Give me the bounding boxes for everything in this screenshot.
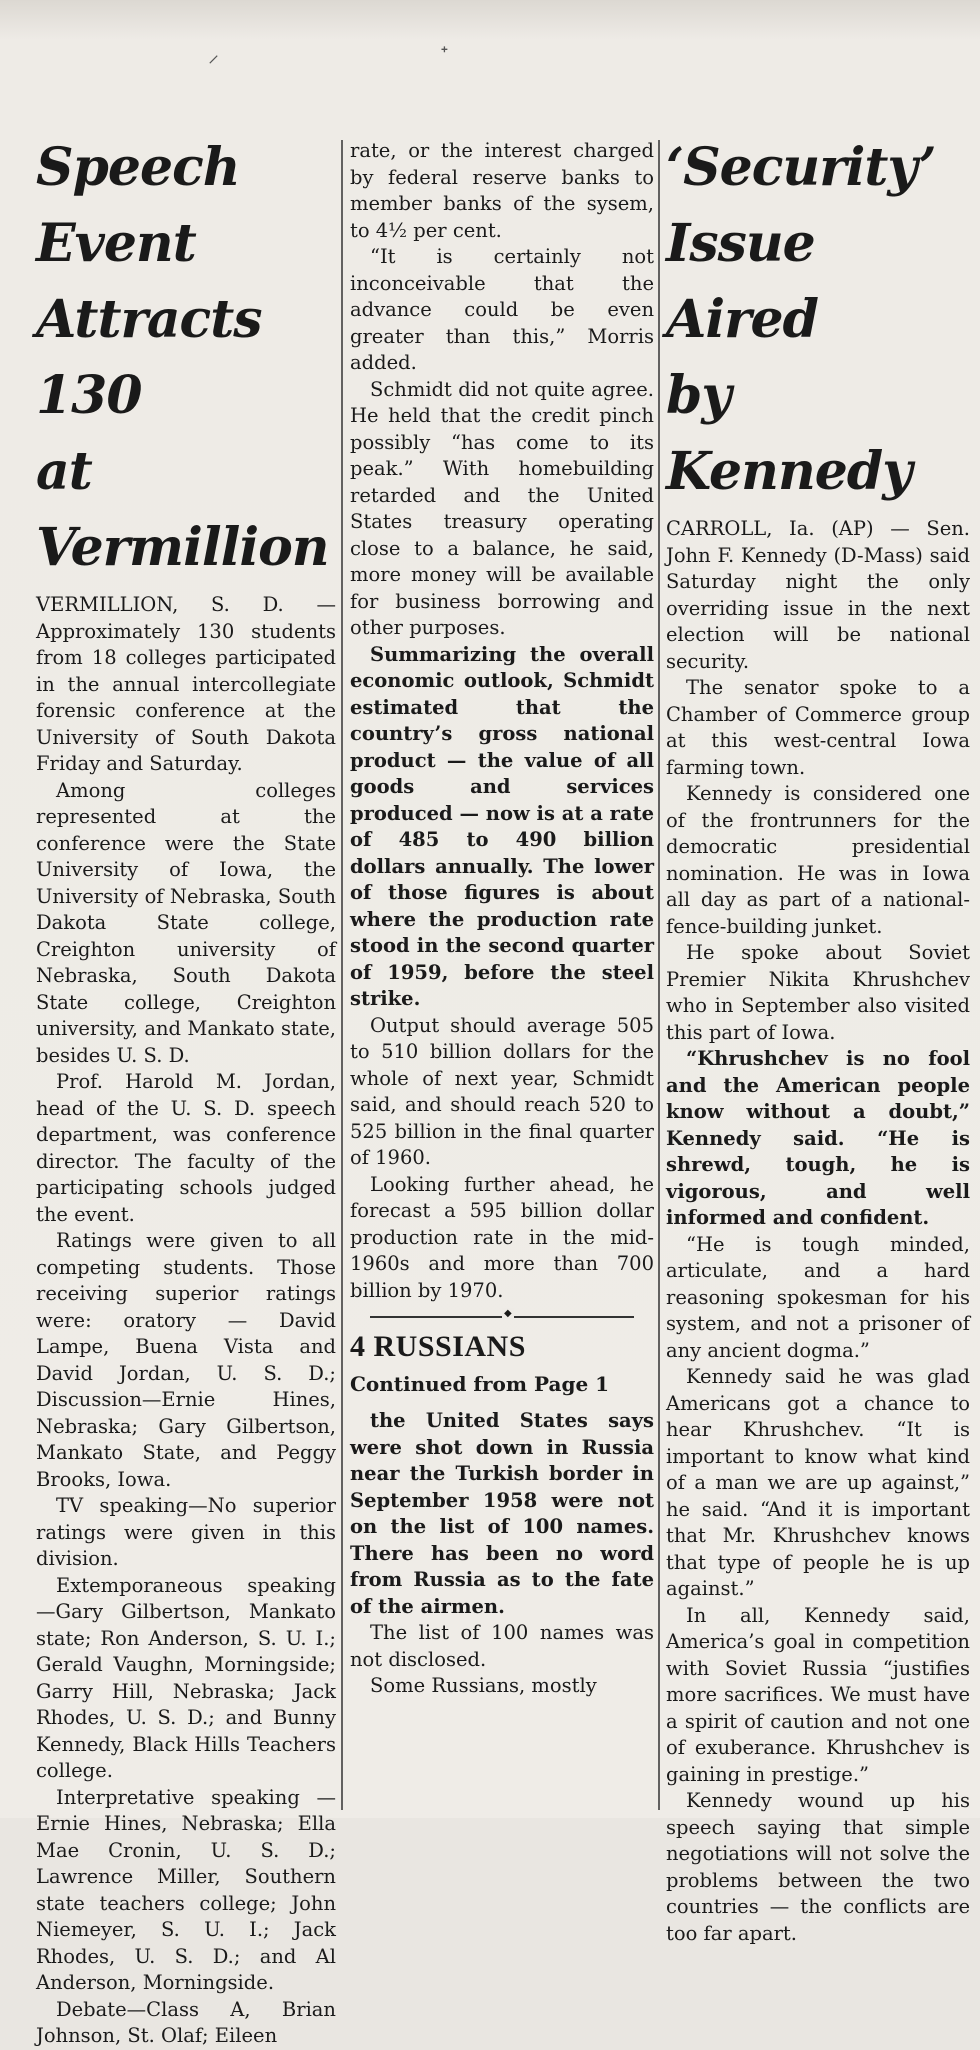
paragraph: Looking further ahead, he forecast a 595 billion dollar production rate in the mid-1960s and more than 700 billion by 1970. <box>350 1172 654 1302</box>
subhead: 4 RUSSIANS <box>350 1330 526 1363</box>
paragraph: The senator spoke to a Chamber of Commerce group at this west-central Iowa farming town. <box>666 676 970 779</box>
paragraph: “It is certainly not inconceivable that the advance could be even greater than this,” Morris added. <box>350 245 654 374</box>
paragraph: TV speaking—No superior ratings were given in this division. <box>36 1494 336 1570</box>
section-divider <box>370 1316 634 1318</box>
paragraph: Kennedy said he was glad Americans got a chance to hear Khrushchev. “It is important to know what kind of a man we are up against,” he said. “And it is important that Mr. Khrushchev knows that type of people he is up against.” <box>666 1365 970 1600</box>
paragraph: Extemporaneous speaking —Gary Gilbertson, Mankato state; Ron Anderson, S. U. I.; Gerald Vaughn, Morningside; Garry Hill, Nebraska; Jack Rhodes, U. S. D.; and Bunny Kennedy, Black Hills Teachers college. <box>36 1573 336 1782</box>
paragraph: Output should average 505 to 510 billion dollars for the whole of next year, Schmidt said, and should reach 520 to 525 billion in the final quarter of 1960. <box>350 1013 654 1169</box>
paragraph: Ratings were given to all competing students. Those receiving superior ratings were: oratory — David Lampe, Buena Vista and David Jordan, U. S. D.; Discussion—Ernie Hines, Nebraska; Gary Gilbertson, Mankato State, and Peggy Brooks, Iowa. <box>36 1229 336 1491</box>
paragraph: rate, or the interest charged by federal reserve banks to member banks of the sysem, to 4½ per cent. <box>350 139 654 242</box>
paragraph: Prof. Harold M. Jordan, head of the U. S. D. speech department, was conference director. The faculty of the participating schools judged the event. <box>36 1070 336 1226</box>
dateline-paragraph: VERMILLION, S. D. — Approximately 130 students from 18 colleges participated in the annual intercollegiate forensic conference at the University of South Dakota Friday and Saturday. <box>36 593 336 775</box>
column-rule <box>658 140 660 1810</box>
headline: Speech Event Attracts 130 at Vermillion <box>36 137 329 578</box>
print-speck: ⸍ <box>208 52 220 77</box>
dateline-paragraph: CARROLL, Ia. (AP) — Sen. John F. Kennedy (D-Mass) said Saturday night the only overriding issue in the next election will be national security. <box>666 517 970 673</box>
paragraph: In all, Kennedy said, America’s goal in competition with Soviet Russia “justifies more sacrifices. We must have a spirit of caution and not one of exuberance. Khrushchev is gaining in prestige.” <box>666 1603 970 1786</box>
bold-paragraph: Summarizing the overall economic outlook, Schmidt estimated that the country’s gross national product — the value of all goods and services produced — now is at a rate of 485 to 490 billion dollars annually. The lower of those figures is about where the production rate stood in the second quarter of 1959, before the steel strike. <box>350 642 654 1010</box>
paragraph: Interpretative speaking — Ernie Hines, Nebraska; Ella Mae Cronin, U. S. D.; Lawrence Miller, Southern state teachers college; John Niemeyer, S. U. I.; Jack Rhodes, U. S. D.; and Al Anderson, Morningside. <box>36 1785 336 1994</box>
paragraph: “He is tough minded, articulate, and a hard reasoning spokesman for his system, and not a prisoner of any ancient dogma.” <box>666 1232 970 1362</box>
paragraph: He spoke about Soviet Premier Nikita Khrushchev who in September also visited this part of Iowa. <box>666 941 970 1044</box>
bold-paragraph: “Khrushchev is no fool and the American people know without a doubt,” Kennedy said. “He is shrewd, tough, he is vigorous, and well informed and confident. <box>666 1047 970 1229</box>
paragraph: Schmidt did not quite agree. He held that the credit pinch possibly “has come to its peak.” With homebuilding retarded and the United States treasury operating close to a balance, he said, more money will be available for business borrowing and other purposes. <box>350 377 654 639</box>
paragraph: Kennedy is considered one of the frontrunners for the democratic presidential nomination. He was in Iowa all day as part of a national-fence-building junket. <box>666 782 970 938</box>
paragraph: Among colleges represented at the conference were the State University of Iowa, the University of Nebraska, South Dakota State college, Creighton university of Nebraska, South Dakota State college, Creighton university, and Mankato state, besides U. S. D. <box>36 778 336 1067</box>
paragraph: The list of 100 names was not disclosed. <box>350 1621 654 1671</box>
article-security-kennedy <box>666 130 970 1947</box>
bold-paragraph: the United States says were shot down in Russia near the Turkish border in September 1958 were not on the list of 100 names. There has been no word from Russia as to the fate of the airmen. <box>350 1409 654 1618</box>
article-four-russians <box>350 1330 654 1700</box>
headline: ‘Security’ Issue Aired by Kennedy <box>666 137 936 502</box>
paragraph: Some Russians, mostly <box>370 1674 597 1697</box>
continued-note: Continued from Page 1 <box>350 1372 610 1396</box>
print-speck: ᐩ <box>440 42 449 67</box>
paragraph: Debate—Class A, Brian Johnson, St. Olaf; Eileen <box>36 1997 336 2047</box>
article-speech-event <box>36 130 336 2050</box>
column-rule <box>341 140 343 1810</box>
paragraph: Kennedy wound up his speech saying that simple negotiations will not solve the problems between the two countries — the conflicts are too far apart. <box>666 1789 970 1945</box>
article-economic-outlook <box>350 138 654 1700</box>
